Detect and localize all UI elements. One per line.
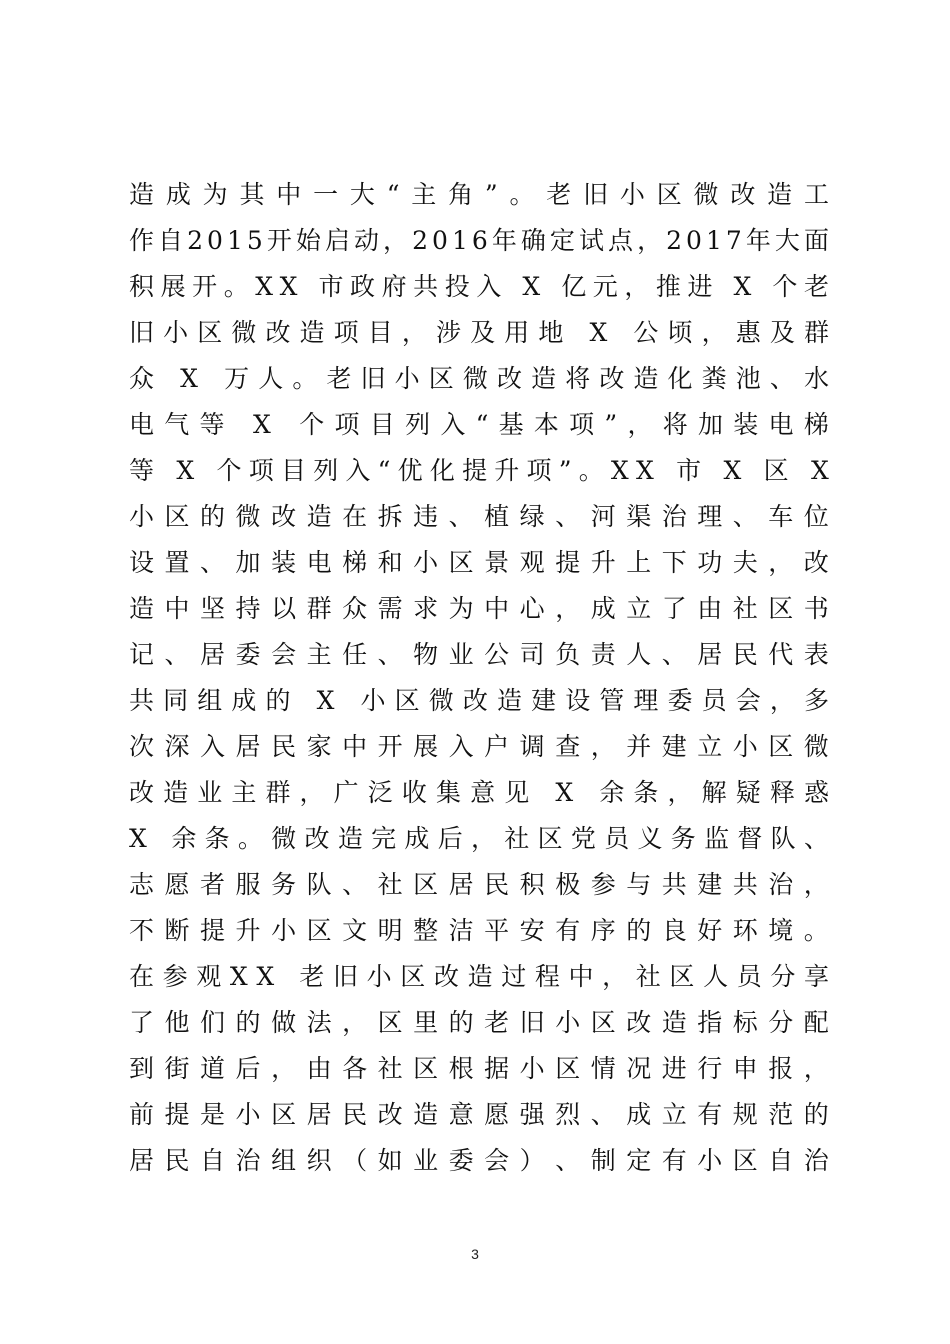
text-line: 改 造 业 主 群 ， 广 泛 收 集 意 见 X 余 条 ， 解 疑 释 惑 xyxy=(129,778,829,807)
body-text xyxy=(129,172,829,1184)
text-line: 等 X 个 项 目 列 入 “ 优 化 提 升 项 ” 。 X X 市 X 区 X xyxy=(129,456,829,485)
text-line: 积 展 开 。 X X 市 政 府 共 投 入 X 亿 元 ， 推 进 X 个 老 xyxy=(129,272,829,301)
text-line: 了 他 们 的 做 法 ， 区 里 的 老 旧 小 区 改 造 指 标 分 配 xyxy=(129,1008,829,1037)
text-line: 设 置 、 加 装 电 梯 和 小 区 景 观 提 升 上 下 功 夫 ， 改 xyxy=(129,548,829,577)
text-line: 造 中 坚 持 以 群 众 需 求 为 中 心 ， 成 立 了 由 社 区 书 xyxy=(129,594,829,623)
page-number: 3 xyxy=(471,1246,479,1262)
text-line: 不 断 提 升 小 区 文 明 整 洁 平 安 有 序 的 良 好 环 境 。 xyxy=(129,916,829,945)
text-line: 志 愿 者 服 务 队 、 社 区 居 民 积 极 参 与 共 建 共 治 ， xyxy=(129,870,829,899)
text-line: 前 提 是 小 区 居 民 改 造 意 愿 强 烈 、 成 立 有 规 范 的 xyxy=(129,1100,829,1129)
text-line: 记 、 居 委 会 主 任 、 物 业 公 司 负 责 人 、 居 民 代 表 xyxy=(129,640,829,669)
text-line: 造 成 为 其 中 一 大 “ 主 角 ” 。 老 旧 小 区 微 改 造 工 xyxy=(129,180,829,209)
text-line: X 余 条 。 微 改 造 完 成 后 ， 社 区 党 员 义 务 监 督 队 、 xyxy=(129,824,829,853)
text-line: 小 区 的 微 改 造 在 拆 违 、 植 绿 、 河 渠 治 理 、 车 位 xyxy=(129,502,829,531)
text-line: 旧 小 区 微 改 造 项 目 ， 涉 及 用 地 X 公 顷 ， 惠 及 群 xyxy=(129,318,829,347)
text-line: 在 参 观 X X 老 旧 小 区 改 造 过 程 中 ， 社 区 人 员 分 享 xyxy=(129,962,829,991)
text-line: 居 民 自 治 组 织 （ 如 业 委 会 ） 、 制 定 有 小 区 自 治 xyxy=(129,1146,829,1175)
text-line: 共 同 组 成 的 X 小 区 微 改 造 建 设 管 理 委 员 会 ， 多 xyxy=(129,686,829,715)
text-line: 作 自 2 0 1 5 开 始 启 动 ， 2 0 1 6 年 确 定 试 点 ， 2 0 1 7 年 大 面 xyxy=(129,226,829,255)
text-line: 众 X 万 人 。 老 旧 小 区 微 改 造 将 改 造 化 粪 池 、 水 xyxy=(129,364,829,393)
text-line: 到 街 道 后 ， 由 各 社 区 根 据 小 区 情 况 进 行 申 报 ， xyxy=(129,1054,829,1083)
text-line: 电 气 等 X 个 项 目 列 入 “ 基 本 项 ” ， 将 加 装 电 梯 xyxy=(129,410,829,439)
text-line: 次 深 入 居 民 家 中 开 展 入 户 调 查 ， 并 建 立 小 区 微 xyxy=(129,732,829,761)
